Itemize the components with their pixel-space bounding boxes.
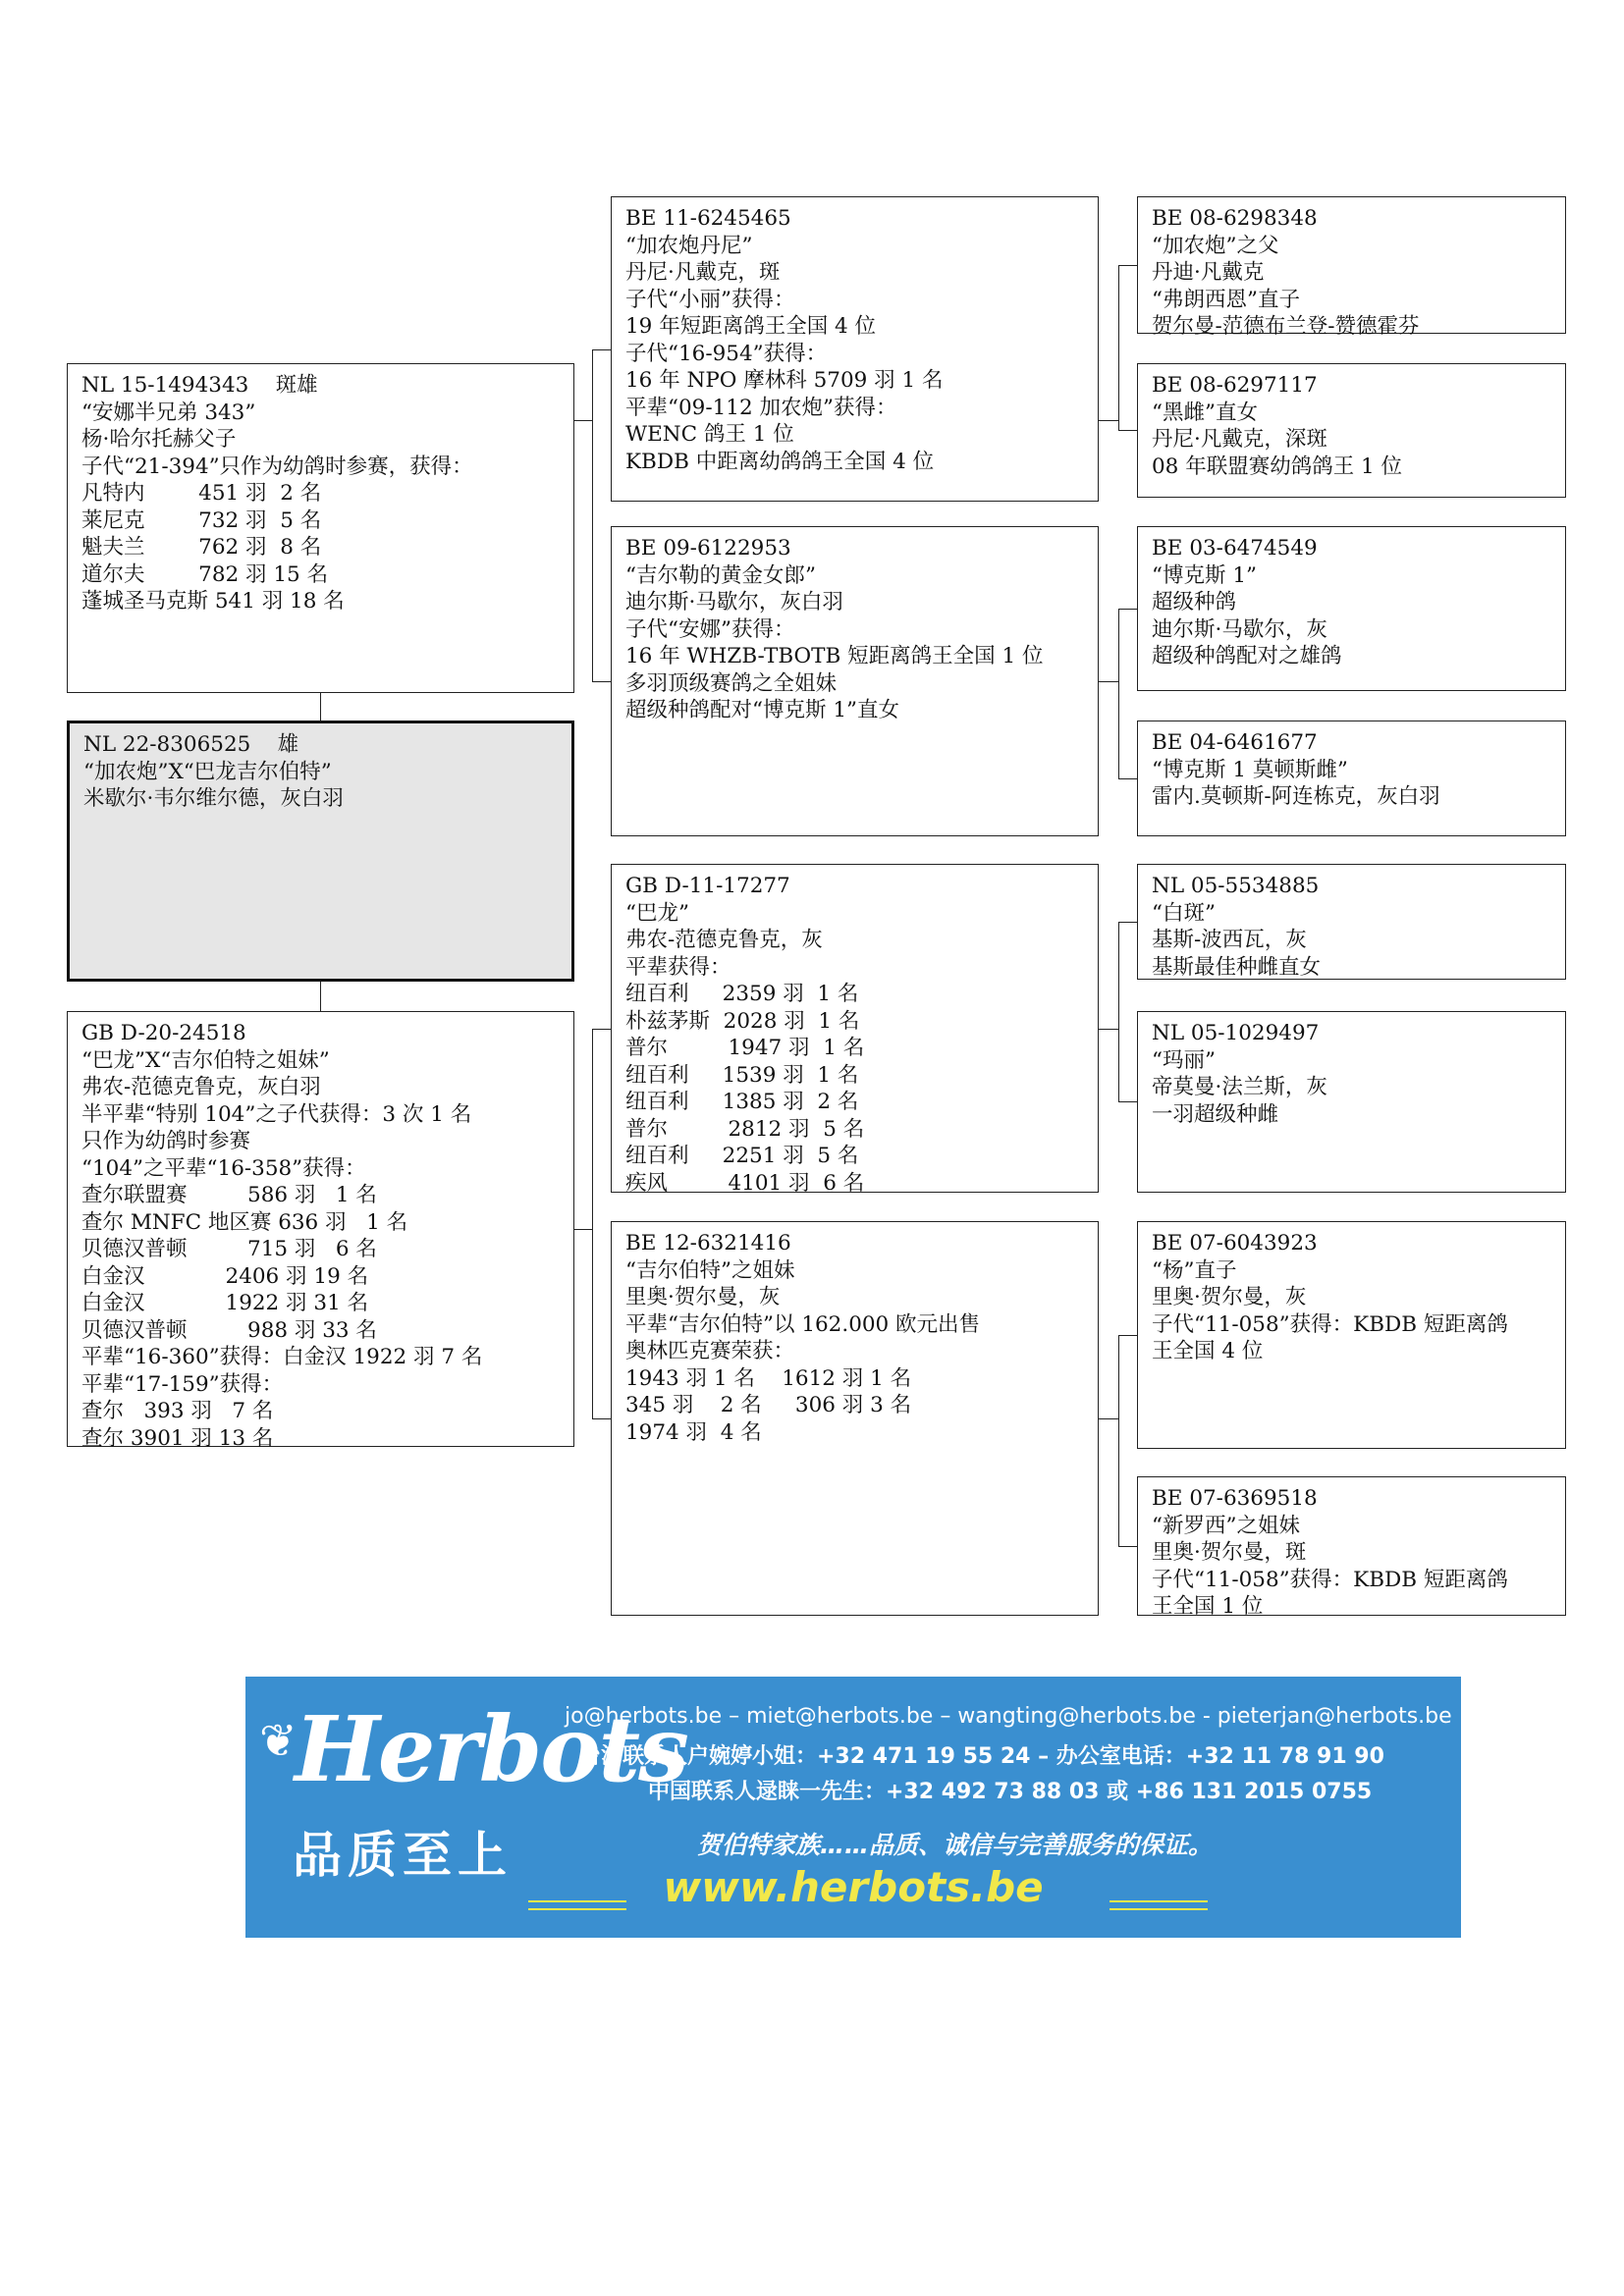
ring-number: BE 07-6369518	[1152, 1486, 1318, 1511]
card-line: “白斑”	[1152, 900, 1216, 926]
card-line: 平辈“16-360”获得：白金汉 1922 羽 7 名	[81, 1345, 483, 1369]
card-line: “加农炮”之父	[1152, 233, 1279, 258]
card-line: 16 年 WHZB-TBOTB 短距离鸽王全国 1 位	[625, 644, 1044, 668]
card-line: 白金汉 2406 羽 19 名	[81, 1263, 369, 1289]
ring-number: GB D-20-24518	[81, 1021, 246, 1045]
card-line: 王全国 4 位	[1152, 1339, 1264, 1363]
card-line: 子代“16-954”获得：	[625, 341, 828, 366]
connector-sd-branch	[1118, 609, 1119, 778]
connector-dd-dds	[1118, 1335, 1137, 1336]
card-line: “博克斯 1 莫顿斯雌”	[1152, 757, 1348, 782]
card-line: 1974 羽 4 名	[625, 1419, 762, 1445]
card-line: 道尔夫 782 羽 15 名	[81, 561, 329, 587]
card-line: 魁夫兰 762 羽 8 名	[81, 535, 322, 560]
card-line: 普尔 2812 羽 5 名	[625, 1116, 865, 1142]
card-line: 基斯-波西瓦，灰	[1152, 928, 1307, 952]
card-line: 08 年联盟赛幼鸽鸽王 1 位	[1152, 454, 1403, 479]
connector-dd-ddd	[1118, 1546, 1137, 1547]
china-contact: 中国联系人逯睐一先生：+32 492 73 88 03 或 +86 131 2015 0755	[648, 1780, 1373, 1804]
card-line: “玛丽”	[1152, 1047, 1216, 1073]
connector-ds-dss	[1118, 922, 1137, 923]
card-line: 纽百利 1385 羽 2 名	[625, 1090, 859, 1114]
ss-sire-card	[1137, 196, 1566, 339]
ring-number: BE 08-6297117	[1152, 373, 1318, 398]
card-line: 平辈“09-112 加农炮”获得：	[625, 395, 897, 420]
card-line: 只作为幼鸽时参赛	[81, 1129, 251, 1153]
ring-number: BE 07-6043923	[1152, 1231, 1318, 1255]
sire-card	[67, 363, 574, 693]
connector-sire-branch	[592, 349, 593, 681]
card-line: 里奥·贺尔曼，斑	[1152, 1540, 1307, 1565]
card-line: 纽百利 2251 羽 5 名	[625, 1144, 859, 1168]
connector-sire-ss	[592, 349, 611, 350]
card-line: 白金汉 1922 羽 31 名	[81, 1291, 369, 1315]
card-line: 丹尼·凡戴克，斑	[625, 260, 781, 285]
sd-dam-card	[1137, 721, 1566, 836]
card-line: “巴龙”	[625, 900, 689, 926]
ring-number: NL 15-1494343 斑雄	[81, 373, 318, 398]
card-line: 疾风 4101 羽 6 名	[625, 1170, 865, 1196]
card-line: “新罗西”之姐妹	[1152, 1513, 1300, 1538]
card-line: KBDB 中距离幼鸽鸽王全国 4 位	[625, 449, 935, 474]
card-line: 查尔联盟赛 586 羽 1 名	[81, 1183, 377, 1207]
card-line: 里奥·贺尔曼，灰	[1152, 1285, 1307, 1309]
card-line: 16 年 NPO 摩林科 5709 羽 1 名	[625, 368, 944, 393]
connector-ds-dsd	[1118, 1101, 1137, 1102]
card-line: 里奥·贺尔曼，灰	[625, 1285, 781, 1309]
card-line: “加农炮丹尼”	[625, 233, 753, 258]
card-line: 345 羽 2 名 306 羽 3 名	[625, 1393, 912, 1417]
card-line: 查尔 3901 羽 13 名	[81, 1425, 274, 1451]
card-line: 贝德汉普顿 988 羽 33 名	[81, 1317, 377, 1343]
dd-sire-card	[1137, 1221, 1566, 1449]
card-line: 多羽顶级赛鸽之全姐妹	[625, 670, 838, 696]
ring-number: NL 22-8306525 雄	[83, 732, 299, 757]
connector-sd-right	[1099, 681, 1118, 682]
connector-dam-ds	[592, 1029, 611, 1030]
ring-number: BE 08-6298348	[1152, 206, 1318, 231]
card-line: 丹迪·凡戴克	[1152, 260, 1265, 285]
card-line: 纽百利 2359 羽 1 名	[625, 982, 859, 1006]
card-line: 一羽超级种雌	[1152, 1101, 1279, 1127]
card-line: “104”之平辈“16-358”获得：	[81, 1155, 366, 1181]
ring-number: BE 09-6122953	[625, 536, 791, 561]
ring-number: BE 11-6245465	[625, 206, 791, 231]
connector-dam-right	[574, 1229, 592, 1230]
card-line: “博克斯 1”	[1152, 562, 1257, 588]
sire-dam-card	[611, 526, 1099, 836]
card-line: 子代“小丽”获得：	[625, 287, 795, 312]
connector-subject-dam	[320, 982, 321, 1011]
card-line: 凡特内 451 羽 2 名	[81, 481, 322, 506]
sd-sire-card	[1137, 526, 1566, 691]
card-line: 超级种鸽配对之雄鸽	[1152, 644, 1342, 668]
card-line: 纽百利 1539 羽 1 名	[625, 1062, 859, 1088]
card-line: 基斯最佳种雌直女	[1152, 954, 1322, 980]
connector-subject-sire	[320, 693, 321, 721]
dd-dam-card	[1137, 1476, 1566, 1619]
ring-number: BE 04-6461677	[1152, 730, 1318, 755]
card-line: “安娜半兄弟 343”	[81, 400, 256, 425]
connector-dd-branch	[1118, 1335, 1119, 1546]
connector-ss-sss	[1118, 265, 1137, 266]
card-line: 普尔 1947 羽 1 名	[625, 1036, 865, 1060]
card-line: 子代“11-058”获得：KBDB 短距离鸽	[1152, 1311, 1508, 1337]
card-line: 平辈“吉尔伯特”以 162.000 欧元出售	[625, 1311, 981, 1337]
card-line: 米歇尔·韦尔维尔德，灰白羽	[83, 786, 344, 811]
connector-ds-right	[1099, 1029, 1118, 1030]
brand-logo: Herbots	[295, 1696, 687, 1802]
connector-dd-right	[1099, 1418, 1118, 1419]
card-line: 子代“21-394”只作为幼鸽时参赛，获得：	[81, 454, 473, 479]
card-line: 19 年短距离鸽王全国 4 位	[625, 314, 877, 339]
connector-sd-sds	[1118, 609, 1137, 610]
dam-sire-card	[611, 864, 1099, 1196]
card-line: 查尔 393 羽 7 名	[81, 1399, 274, 1423]
ss-dam-card	[1137, 363, 1566, 498]
card-line: 迪尔斯·马歇尔，灰白羽	[625, 590, 843, 614]
card-line: “吉尔伯特”之姐妹	[625, 1257, 795, 1283]
card-line: 平辈“17-159”获得：	[81, 1371, 284, 1397]
card-line: “吉尔勒的黄金女郎”	[625, 562, 816, 588]
card-line: 丹尼·凡戴克，深斑	[1152, 427, 1327, 452]
taiwan-contact: 台湾联系人户婉婷小姐：+32 471 19 55 24 – 办公室电话：+32 11 78 91 90	[579, 1744, 1384, 1769]
sire-sire-card	[611, 196, 1099, 502]
herbots-banner	[245, 1677, 1461, 1938]
connector-ss-ssd	[1118, 430, 1137, 431]
card-line: 半平辈“特别 104”之子代获得：3 次 1 名	[81, 1101, 472, 1127]
card-line: 贺尔曼-范德布兰登-赞德霍芬	[1152, 314, 1420, 339]
contact-emails[interactable]: jo@herbots.be – miet@herbots.be – wangting@herbots.be - pieterjan@herbots.be	[565, 1704, 1452, 1729]
card-line: 王全国 1 位	[1152, 1594, 1264, 1619]
dam-card	[67, 1011, 574, 1451]
connector-sd-sdd	[1118, 778, 1137, 779]
connector-dam-dd	[592, 1418, 611, 1419]
connector-ss-branch	[1118, 265, 1119, 430]
card-line: 弗农-范德克鲁克，灰白羽	[81, 1075, 321, 1099]
brand-slogan: 品质至上	[293, 1827, 513, 1884]
card-line: 子代“11-058”获得：KBDB 短距离鸽	[1152, 1567, 1508, 1592]
card-line: 弗农-范德克鲁克，灰	[625, 928, 823, 952]
subject-card	[67, 721, 574, 982]
ds-dam-card	[1137, 1011, 1566, 1193]
ring-number: BE 03-6474549	[1152, 536, 1318, 561]
card-line: 超级种鸽	[1152, 590, 1237, 614]
card-line: 朴兹茅斯 2028 羽 1 名	[625, 1008, 860, 1034]
connector-ss-right	[1099, 420, 1118, 421]
card-line: “加农炮”X“巴龙吉尔伯特”	[83, 759, 332, 784]
feather-icon: ❦	[259, 1714, 298, 1767]
card-line: 超级种鸽配对“博克斯 1”直女	[625, 698, 899, 722]
ring-number: GB D-11-17277	[625, 874, 790, 898]
card-line: “杨”直子	[1152, 1257, 1237, 1283]
connector-ds-branch	[1118, 922, 1119, 1101]
website-link[interactable]: www.herbots.be	[663, 1863, 1044, 1911]
card-line: 子代“安娜”获得：	[625, 616, 795, 642]
card-line: 雷内.莫顿斯-阿连栋克，灰白羽	[1152, 784, 1440, 809]
card-line: 杨·哈尔托赫父子	[81, 427, 237, 452]
card-line: 奥林匹克赛荣获：	[625, 1339, 795, 1363]
banner-tagline: 贺伯特家族……品质、诚信与完善服务的保证。	[697, 1831, 1214, 1859]
ds-sire-card	[1137, 864, 1566, 980]
card-line: “巴龙”X“吉尔伯特之姐妹”	[81, 1047, 330, 1073]
card-line: 贝德汉普顿 715 羽 6 名	[81, 1237, 377, 1261]
connector-sire-sd	[592, 681, 611, 682]
card-line: 查尔 MNFC 地区赛 636 羽 1 名	[81, 1209, 408, 1235]
ring-number: NL 05-5534885	[1152, 874, 1320, 898]
ring-number: NL 05-1029497	[1152, 1021, 1320, 1045]
card-line: 莱尼克 732 羽 5 名	[81, 507, 322, 533]
ring-number: BE 12-6321416	[625, 1231, 791, 1255]
card-line: “黑雌”直女	[1152, 400, 1258, 425]
card-line: “弗朗西恩”直子	[1152, 287, 1300, 312]
card-line: 蓬城圣马克斯 541 羽 18 名	[81, 589, 345, 614]
connector-dam-branch	[592, 1029, 593, 1418]
dam-dam-card	[611, 1221, 1099, 1616]
connector-sire-right	[574, 420, 592, 421]
card-line: 迪尔斯·马歇尔，灰	[1152, 616, 1327, 642]
right-ornament	[1110, 1900, 1208, 1910]
card-line: 平辈获得：	[625, 954, 731, 980]
card-line: WENC 鸽王 1 位	[625, 422, 794, 447]
card-line: 1943 羽 1 名 1612 羽 1 名	[625, 1365, 912, 1391]
card-line: 帝莫曼·法兰斯，灰	[1152, 1075, 1327, 1099]
